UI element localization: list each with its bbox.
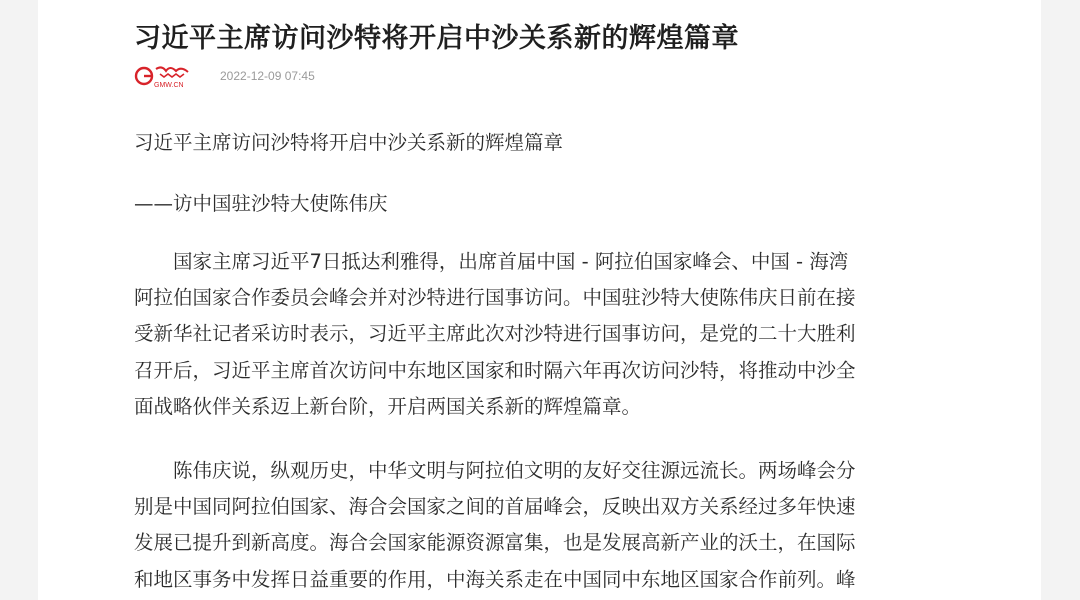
subtitle-line-1: 习近平主席访问沙特将开启中沙关系新的辉煌篇章 (134, 131, 564, 154)
paragraph-line: 面战略伙伴关系迈上新台阶，开启两国关系新的辉煌篇章。 (134, 394, 642, 418)
article-headline: 习近平主席访问沙特将开启中沙关系新的辉煌篇章 (134, 23, 739, 54)
gmw-logo-icon (134, 62, 206, 90)
source-logo[interactable] (134, 62, 206, 90)
paragraph-line: 别是中国同阿拉伯国家、海合会国家之间的首届峰会，反映出双方关系经过多年快速 (134, 495, 856, 519)
paragraph-line: 受新华社记者采访时表示，习近平主席此次对沙特进行国事访问，是党的二十大胜利 (134, 322, 856, 346)
paragraph-1 (134, 244, 944, 425)
article-page (38, 0, 1041, 600)
paragraph-line: 阿拉伯国家合作委员会峰会并对沙特进行国事访问。中国驻沙特大使陈伟庆日前在接 (134, 286, 856, 310)
publish-date: 2022-12-09 07:45 (220, 69, 315, 83)
paragraph-line: 发展已提升到新高度。海合会国家能源资源富集，也是发展高新产业的沃土，在国际 (134, 531, 856, 555)
article-meta (134, 62, 315, 90)
paragraph-line: 陈伟庆说，纵观历史，中华文明与阿拉伯文明的友好交往源远流长。两场峰会分 (173, 459, 856, 482)
paragraph-line: 国家主席习近平7日抵达利雅得，出席首届中国 - 阿拉伯国家峰会、中国 - 海湾 (173, 250, 849, 273)
subtitle-line-2: ——访中国驻沙特大使陈伟庆 (134, 192, 388, 215)
logo-subtext: GMW.CN (154, 82, 184, 89)
paragraph-line: 召开后，习近平主席首次访问中东地区国家和时隔六年再次访问沙特，将推动中沙全 (134, 358, 856, 382)
paragraph-line: 和地区事务中发挥日益重要的作用，中海关系走在中国同中东地区国家合作前列。峰 (134, 567, 856, 591)
paragraph-2 (134, 453, 944, 598)
